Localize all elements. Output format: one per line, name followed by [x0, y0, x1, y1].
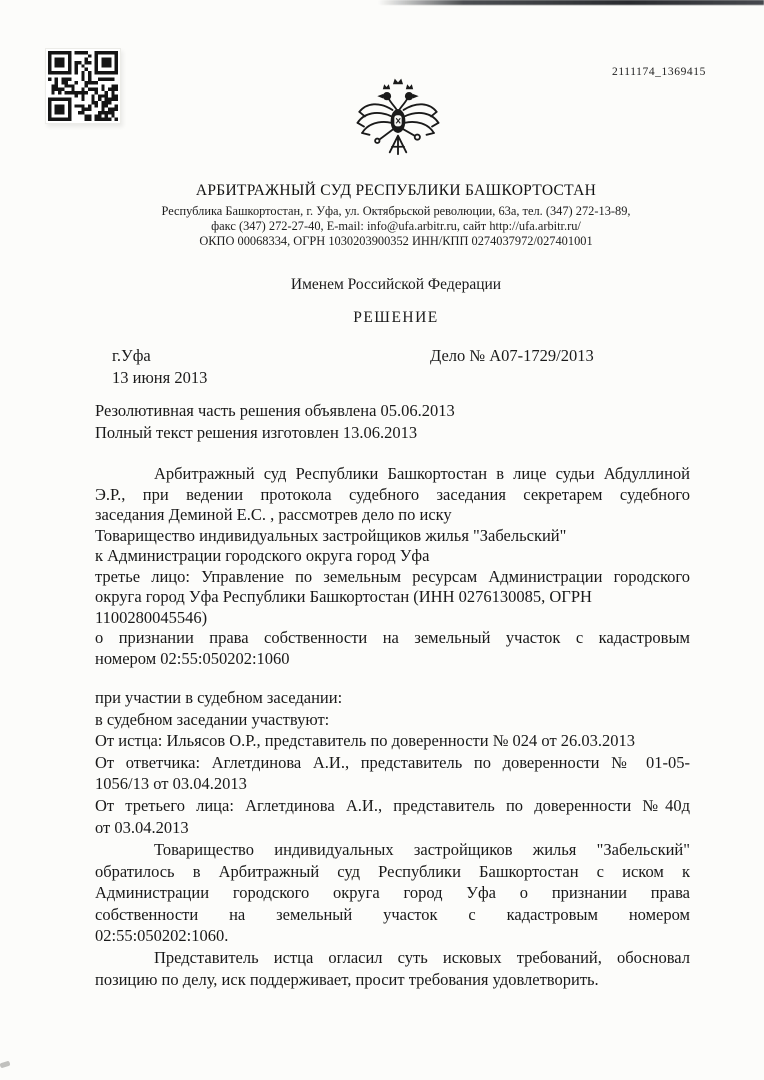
body-line: заседания Деминой Е.С. , рассмотрев дело по иску [95, 505, 452, 524]
hearing-participants-block [95, 687, 690, 838]
body-line: Товарищество индивидуальных застройщиков жилья "Забельский" [95, 525, 567, 545]
resolution-dates-block [95, 400, 690, 443]
resolution-announced-line: Резолютивная часть решения объявлена 05.06.2013 [95, 401, 455, 420]
body-line: 02:55:050202:1060. [95, 926, 229, 946]
body-line: Представитель истца огласил суть исковых требований, обосновал [154, 947, 690, 967]
case-parties-block [95, 464, 690, 669]
court-registration-line: ОКПО 00068334, ОГРН 1030203900352 ИНН/КПП 0274037972/027401001 [199, 234, 593, 248]
body-line: 1056/13 от 03.04.2013 [95, 774, 247, 794]
document-type-title: РЕШЕНИЕ [353, 309, 439, 326]
case-city: г.Уфа [112, 346, 151, 365]
body-line: собственности на земельный участок с кадастровым номером [95, 904, 690, 924]
body-line: третье лицо: Управление по земельным ресурсам Администрации городского [95, 566, 690, 586]
body-line: От ответчика: Аглетдинова А.И., представитель по доверенности № 01-05- [95, 752, 690, 772]
court-name: АРБИТРАЖНЫЙ СУД РЕСПУБЛИКИ БАШКОРТОСТАН [195, 182, 597, 199]
body-line: о признании права собственности на земельный участок с кадастровым [95, 628, 690, 647]
body-line: От третьего лица: Аглетдинова А.И., представитель по доверенности №40д [95, 795, 690, 815]
scan-corner-mark [0, 1061, 11, 1069]
case-number: Дело № А07-1729/2013 [430, 346, 594, 365]
qr-code-icon [45, 48, 121, 124]
in-the-name-of-russian-federation: Именем Российской Федерации [290, 276, 502, 293]
court-address-line-1: Республика Башкортостан, г. Уфа, ул. Октябрьской революции, 63а, тел. (347) 272-13-89, [161, 204, 631, 218]
body-line: номером 02:55:050202:1060 [95, 648, 290, 668]
body-line: обратилось в Арбитражный суд Республики Башкортостан с иском к [95, 861, 690, 881]
decision-date: 13 июня 2013 [112, 368, 208, 387]
body-line: Э.Р., при ведении протокола судебного заседания секретарем судебного [95, 484, 690, 504]
case-info-row [112, 346, 672, 366]
court-address-line-2: факс (347) 272-27-40, E-mail: info@ufa.arbitr.ru, сайт http://ufa.arbitr.ru/ [211, 219, 581, 233]
full-text-prepared-line: Полный текст решения изготовлен 13.06.2013 [95, 422, 418, 442]
body-line: Товарищество индивидуальных застройщиков жилья "Забельский" [154, 840, 690, 859]
scan-top-edge-artifact [378, 0, 764, 5]
body-line: 1100280045546) [95, 607, 208, 627]
body-line: Администрации городского округа город Уфа о признании права [95, 883, 690, 903]
russia-coat-of-arms-icon [352, 76, 444, 166]
body-line: позицию по делу, иск поддерживает, просит требования удовлетворить. [95, 969, 599, 989]
decision-narrative-block [95, 839, 690, 990]
body-line: округа город Уфа Республики Башкортостан (ИНН 0276130085, ОГРН [95, 587, 592, 606]
body-line: Арбитражный суд Республики Башкортостан в лице судьи Абдуллиной [154, 464, 690, 483]
body-line: к Администрации городского округа город Уфа [95, 546, 430, 565]
body-line: от 03.04.2013 [95, 817, 189, 837]
scan-document-number: 2111174_1369415 [612, 66, 706, 78]
body-line: в судебном заседании участвуют: [95, 709, 330, 729]
body-line: при участии в судебном заседании: [95, 688, 343, 707]
body-line: От истца: Ильясов О.Р., представитель по доверенности № 024 от 26.03.2013 [95, 731, 636, 751]
